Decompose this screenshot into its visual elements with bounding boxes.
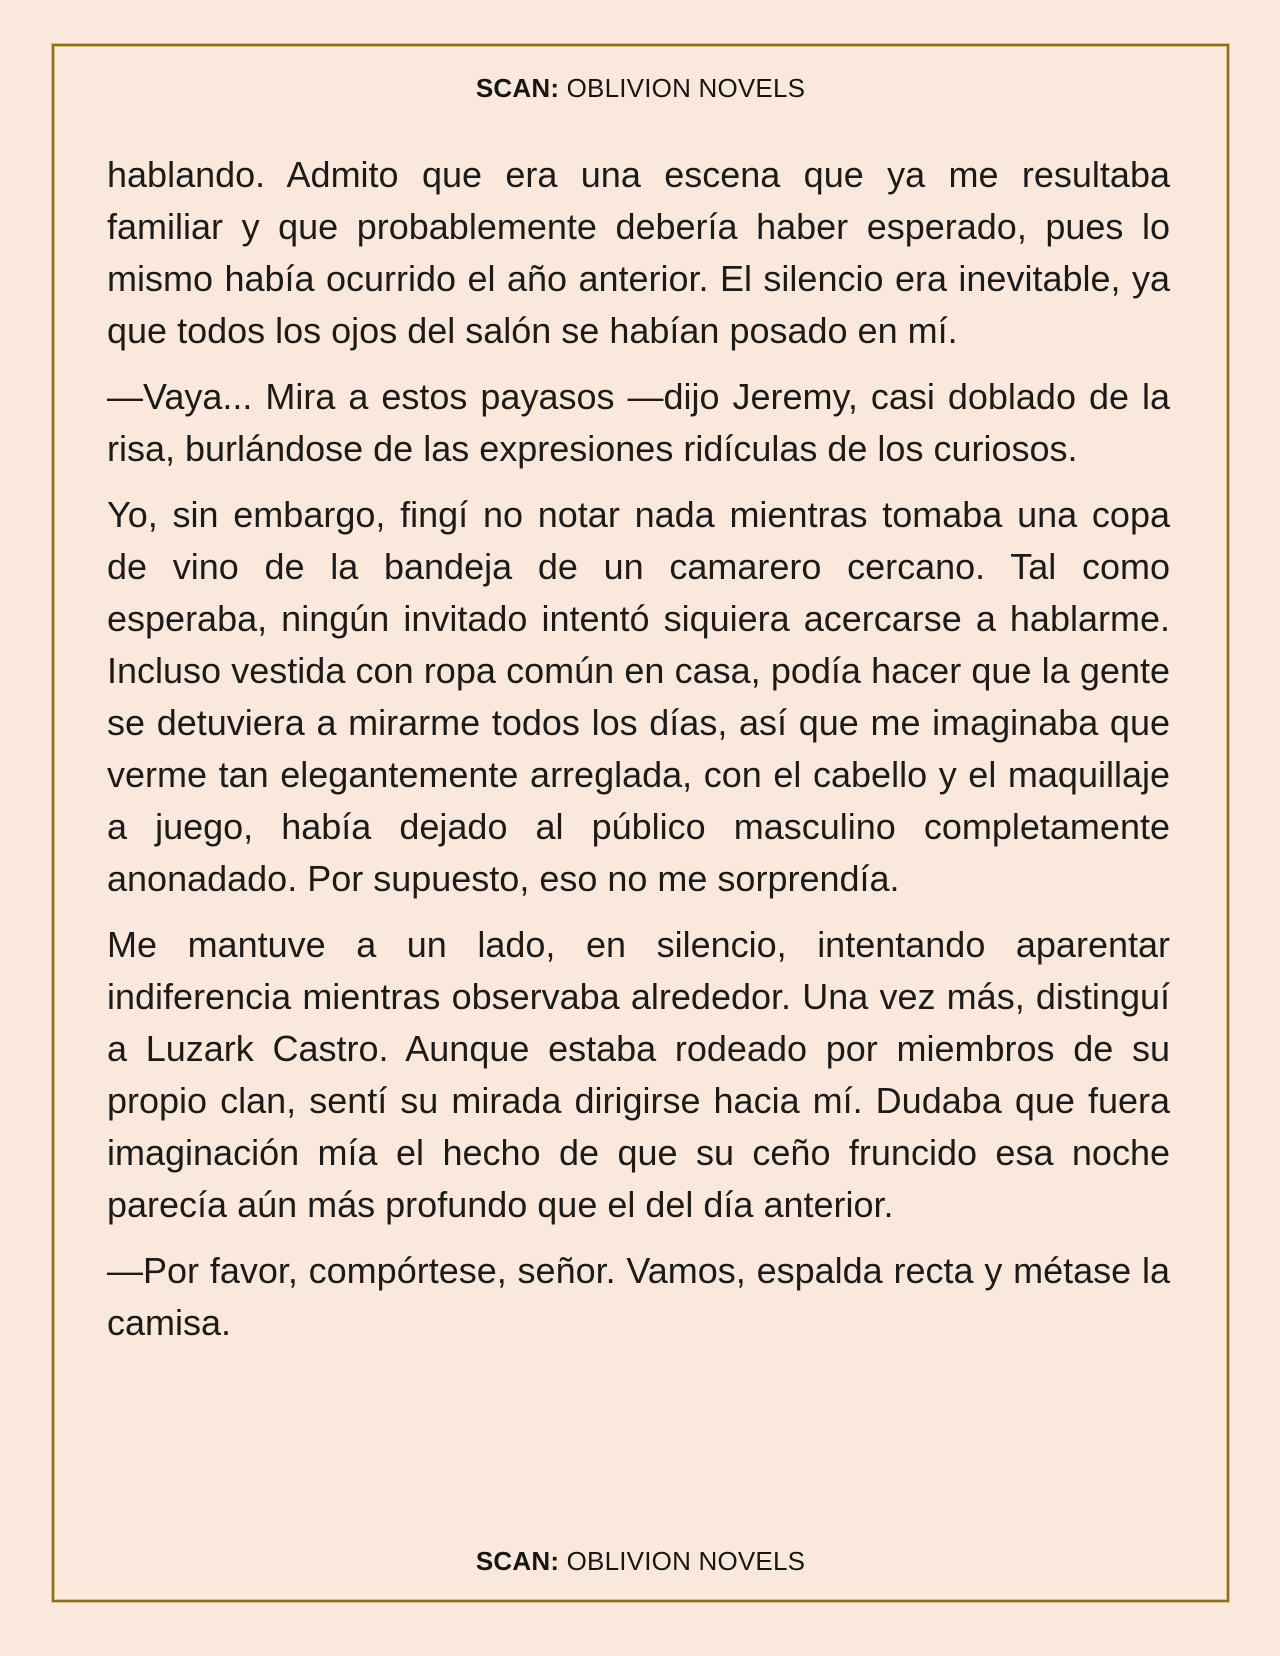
paragraph-5: —Por favor, compórtese, señor. Vamos, espalda recta y métase la camisa. <box>107 1250 1170 1343</box>
scan-footer-label: SCAN: <box>475 1546 560 1576</box>
paragraph-4: Me mantuve a un lado, en silencio, intentando aparentar indiferencia mientras observaba alrededor. Una vez más, distinguí a Luzark Castro. Aunque estaba rodeado por miembros de su propio clan, sentí su mirada dirigirse hacia mí. Dudaba que fuera imaginación mía el hecho de que su ceño fruncido esa noche parecía aún más profundo que el del día anterior. <box>107 924 1170 1225</box>
paragraph-1: hablando. Admito que era una escena que ya me resultaba familiar y que probablemente debería haber esperado, pues lo mismo había ocurrido el año anterior. El silencio era inevitable, ya que todos los ojos del salón se habían posado en mí. <box>107 154 1170 351</box>
paragraph-3: Yo, sin embargo, fingí no notar nada mientras tomaba una copa de vino de la bandeja de un camarero cercano. Tal como esperaba, ningún invitado intentó siquiera acercarse a hablarme. Incluso vestida con ropa común en casa, podía hacer que la gente se detuviera a mirarme todos los días, así que me imaginaba que verme tan elegantemente arreglada, con el cabello y el maquillaje a juego, había dejado al público masculino completamente anonadado. Por supuesto, eso no me sorprendía. <box>107 494 1170 899</box>
page-frame <box>52 44 1229 1602</box>
page-text <box>54 149 1227 1349</box>
scan-footer-source: OBLIVION NOVELS <box>566 1546 806 1576</box>
scan-footer <box>54 1546 1227 1600</box>
scan-header <box>54 46 1227 103</box>
paragraph-2: —Vaya... Mira a estos payasos —dijo Jeremy, casi doblado de la risa, burlándose de las expresiones ridículas de los curiosos. <box>107 376 1170 469</box>
scan-header-source: OBLIVION NOVELS <box>566 73 806 103</box>
scan-header-label: SCAN: <box>475 73 560 103</box>
